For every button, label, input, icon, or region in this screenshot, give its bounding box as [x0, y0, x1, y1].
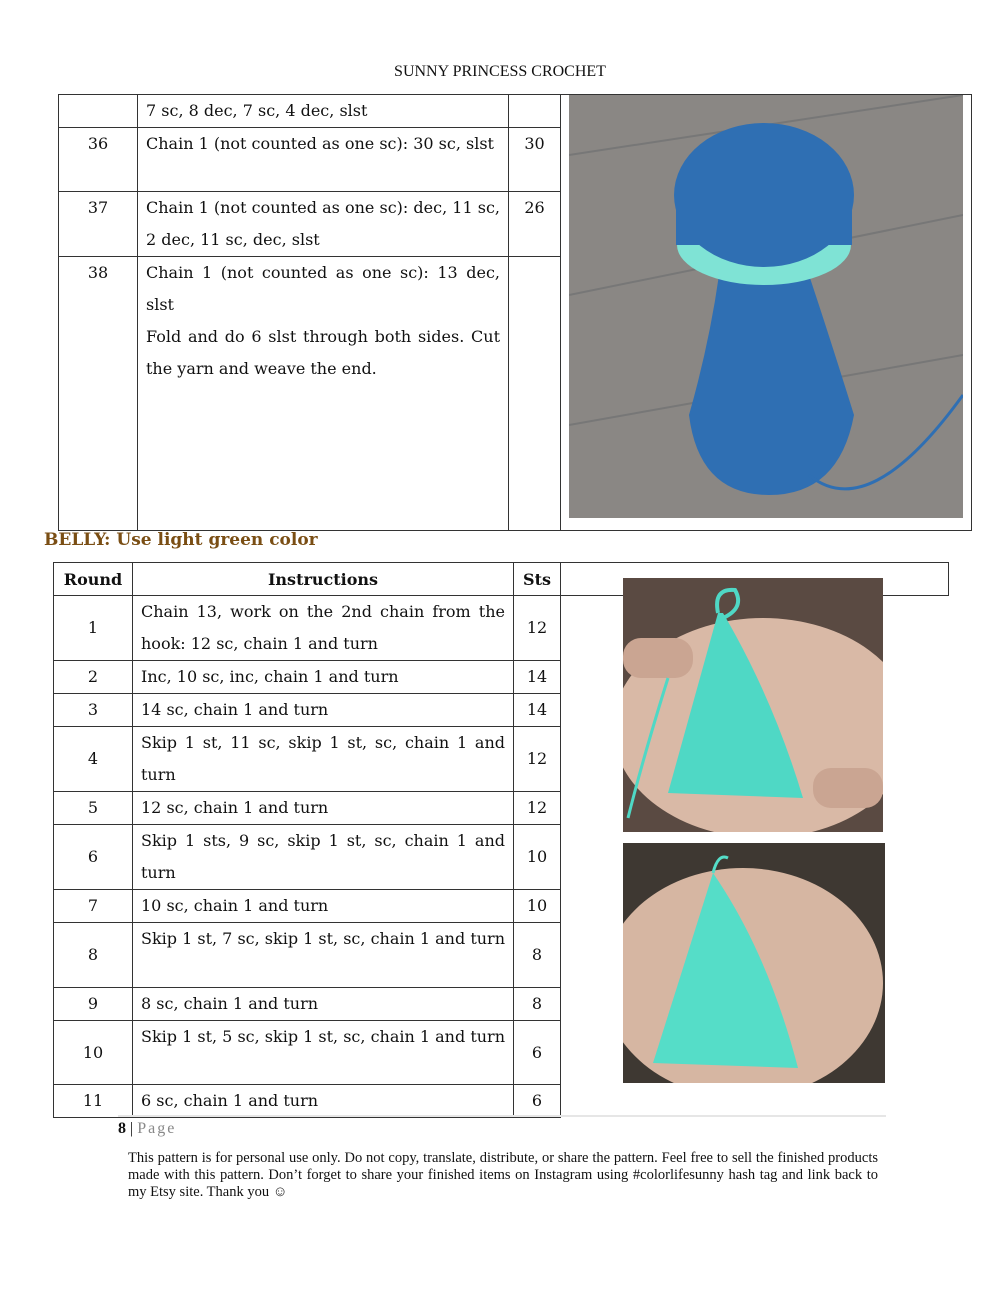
round-cell: 3 — [54, 694, 133, 727]
body-photo-cell — [561, 95, 972, 531]
sts-cell: 10 — [514, 825, 561, 890]
instructions-cell: Skip 1 sts, 9 sc, skip 1 st, sc, chain 1 and turn — [133, 825, 514, 890]
belly-photo-cell — [561, 563, 949, 596]
round-cell: 36 — [59, 128, 138, 192]
sts-cell: 6 — [514, 1085, 561, 1118]
belly-photo-1 — [623, 578, 883, 832]
sts-cell — [509, 257, 561, 531]
round-cell: 2 — [54, 661, 133, 694]
page-number-value: 8 — [118, 1120, 126, 1137]
round-cell: 8 — [54, 923, 133, 988]
sts-cell: 26 — [509, 192, 561, 257]
round-cell — [59, 95, 138, 128]
sts-cell: 12 — [514, 727, 561, 792]
instructions-cell: 7 sc, 8 dec, 7 sc, 4 dec, slst — [138, 95, 509, 128]
instructions-cell — [138, 257, 509, 531]
crochet-body-photo — [569, 95, 963, 518]
instructions-cell: Chain 1 (not counted as one sc): 30 sc, slst — [138, 128, 509, 192]
header-instructions: Instructions — [133, 563, 514, 596]
round-cell: 5 — [54, 792, 133, 825]
instructions-cell: Inc, 10 sc, inc, chain 1 and turn — [133, 661, 514, 694]
sts-cell — [509, 95, 561, 128]
belly-photo-2 — [623, 843, 885, 1083]
instruction-line: Fold and do 6 slst through both sides. Cut the yarn and weave the end. — [146, 327, 500, 378]
instructions-cell: 6 sc, chain 1 and turn — [133, 1085, 514, 1118]
sts-cell: 12 — [514, 596, 561, 661]
belly-pattern-table — [53, 562, 949, 1118]
round-cell: 11 — [54, 1085, 133, 1118]
round-cell: 9 — [54, 988, 133, 1021]
round-cell: 1 — [54, 596, 133, 661]
instructions-cell: 12 sc, chain 1 and turn — [133, 792, 514, 825]
header-sts: Sts — [514, 563, 561, 596]
instructions-cell: 10 sc, chain 1 and turn — [133, 890, 514, 923]
round-cell: 7 — [54, 890, 133, 923]
header-round: Round — [54, 563, 133, 596]
sts-cell: 10 — [514, 890, 561, 923]
instructions-cell: Chain 13, work on the 2nd chain from the hook: 12 sc, chain 1 and turn — [133, 596, 514, 661]
instructions-cell: Skip 1 st, 5 sc, skip 1 st, sc, chain 1 and turn — [133, 1021, 514, 1085]
sts-cell: 6 — [514, 1021, 561, 1085]
instructions-cell: 8 sc, chain 1 and turn — [133, 988, 514, 1021]
page-label: Page — [137, 1120, 177, 1137]
instructions-cell: 14 sc, chain 1 and turn — [133, 694, 514, 727]
sts-cell: 14 — [514, 661, 561, 694]
instructions-cell: Skip 1 st, 7 sc, skip 1 st, sc, chain 1 and turn — [133, 923, 514, 988]
table-row — [59, 95, 972, 128]
round-cell: 38 — [59, 257, 138, 531]
table-row — [54, 1085, 949, 1118]
sts-cell: 8 — [514, 988, 561, 1021]
footer-notice: This pattern is for personal use only. Do not copy, translate, distribute, or share the pattern. Feel free to sell the finished products made with this pattern. Don’t forget to share your finished items on Instagram using #colorlifesunny hash tag and link back to my Etsy site. Thank you ☺ — [128, 1150, 878, 1200]
sts-cell: 12 — [514, 792, 561, 825]
body-pattern-table — [58, 94, 972, 531]
instructions-cell: Chain 1 (not counted as one sc): dec, 11 sc, 2 dec, 11 sc, dec, slst — [138, 192, 509, 257]
sts-cell: 30 — [509, 128, 561, 192]
page-number: 8 | Page — [118, 1120, 177, 1137]
round-cell: 6 — [54, 825, 133, 890]
table-header-row — [54, 563, 949, 596]
sts-cell: 8 — [514, 923, 561, 988]
section-title: BELLY: Use light green color — [44, 530, 318, 550]
round-cell: 4 — [54, 727, 133, 792]
footer-divider — [118, 1115, 886, 1117]
round-cell: 10 — [54, 1021, 133, 1085]
instruction-line: Chain 1 (not counted as one sc): 13 dec, slst — [146, 263, 500, 314]
page-header: SUNNY PRINCESS CROCHET — [394, 63, 606, 80]
instructions-cell: Skip 1 st, 11 sc, skip 1 st, sc, chain 1 and turn — [133, 727, 514, 792]
sts-cell: 14 — [514, 694, 561, 727]
round-cell: 37 — [59, 192, 138, 257]
